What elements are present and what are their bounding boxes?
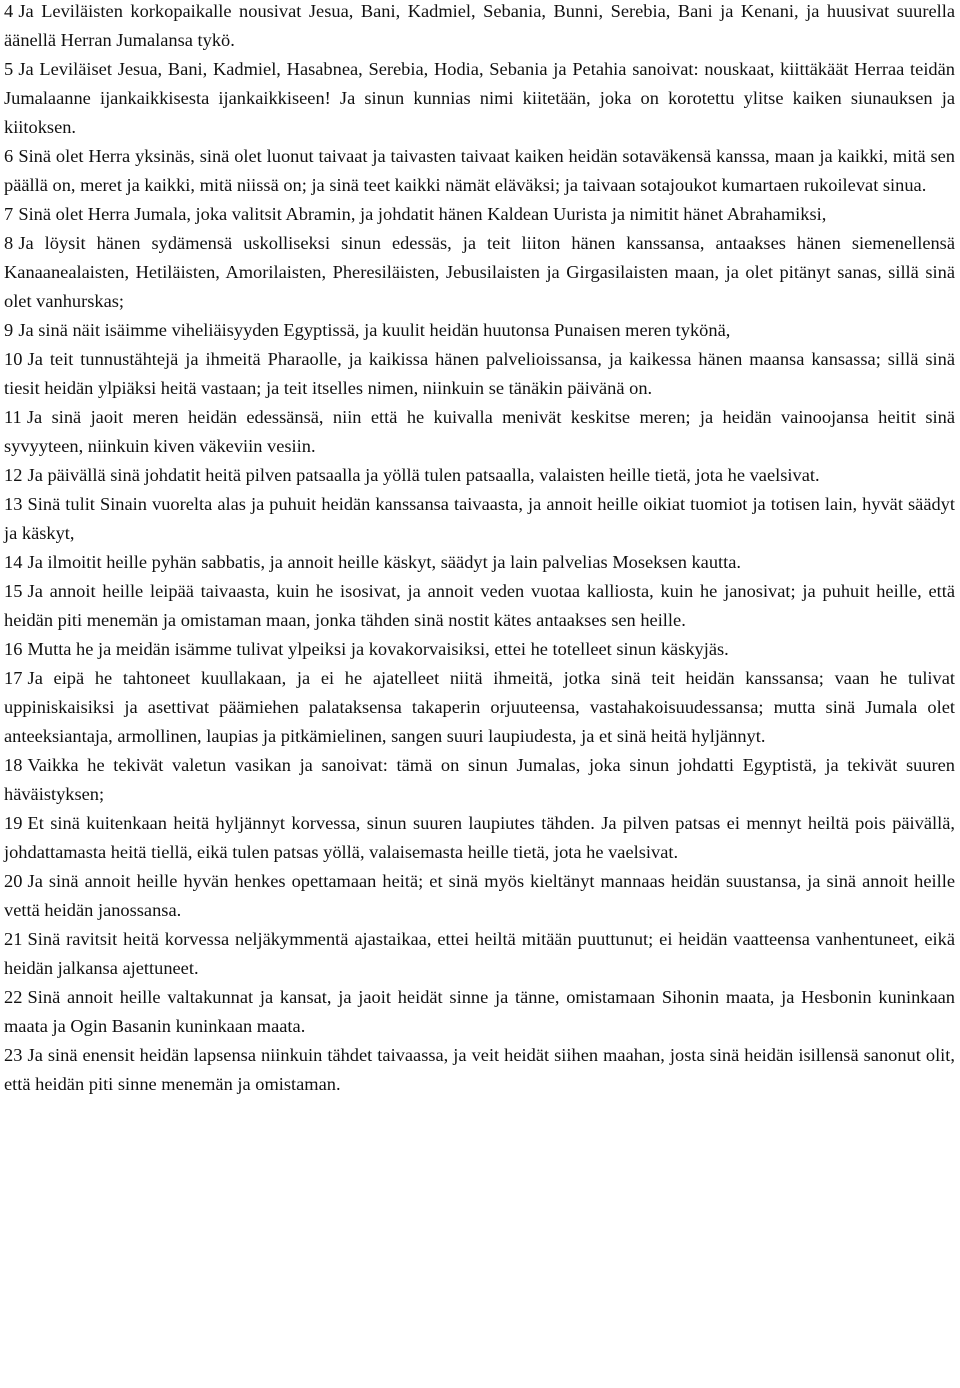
verse-number: 13 (4, 494, 23, 514)
verse-number: 10 (4, 349, 23, 369)
verse-number: 17 (4, 668, 23, 688)
verse-text: Ja Leviläiset Jesua, Bani, Kadmiel, Hasabnea, Serebia, Hodia, Sebania ja Petahia sanoivat: nouskaat, kiittäkäät Herraa teidän Jumalaanne ijankaikkisesta ijankaikkiseen! Ja sinun kunnias nimi kiitetään, joka on korotettu ylitse kaiken siunauksen ja kiitoksen. (4, 59, 955, 137)
verse-number: 23 (4, 1045, 23, 1065)
verse-21 (4, 925, 955, 983)
verse-15 (4, 577, 955, 635)
verse-13 (4, 490, 955, 548)
verse-text: Sinä olet Herra Jumala, joka valitsit Abramin, ja johdatit hänen Kaldean Uurista ja nimitit hänet Abrahamiksi, (18, 204, 827, 224)
verse-6 (4, 142, 955, 200)
verse-number: 9 (4, 320, 14, 340)
verse-text: Sinä tulit Sinain vuorelta alas ja puhuit heidän kanssansa taivaasta, ja annoit heille oikiat tuomiot ja totisen lain, hyvät säädyt ja käskyt, (4, 494, 955, 543)
verse-text: Ja annoit heille leipää taivaasta, kuin he isosivat, ja annoit veden vuotaa kalliosta, kuin he janosivat; ja puhuit heille, että heidän piti menemän ja omistaman maan, jonka tähden sinä nostit kätes antaakses sen heille. (4, 581, 955, 630)
verse-number: 20 (4, 871, 23, 891)
verse-23 (4, 1041, 955, 1099)
verse-text: Ja teit tunnustähtejä ja ihmeitä Pharaolle, ja kaikissa hänen palvelioissansa, ja kaikessa hänen maansa kansassa; sillä sinä tiesit heidän ylpiäksi heitä vastaan; ja teit itselles nimen, niinkuin se tänäkin päivänä on. (4, 349, 955, 398)
verse-number: 22 (4, 987, 23, 1007)
verse-8 (4, 229, 955, 316)
verse-number: 8 (4, 233, 14, 253)
verse-number: 18 (4, 755, 23, 775)
verse-text: Et sinä kuitenkaan heitä hyljännyt korvessa, sinun suuren laupiutes tähden. Ja pilven patsas ei mennyt heiltä pois päivällä, johdattamasta heitä tiellä, eikä tulen patsas yöllä, valaisemasta heille tietä, jota he vaelsivat. (4, 813, 955, 862)
verse-number: 21 (4, 929, 23, 949)
verse-text: Ja ilmoitit heille pyhän sabbatis, ja annoit heille käskyt, säädyt ja lain palvelias Moseksen kautta. (27, 552, 742, 572)
verse-12 (4, 461, 955, 490)
verse-11 (4, 403, 955, 461)
verse-text: Sinä olet Herra yksinäs, sinä olet luonut taivaat ja taivasten taivaat kaiken heidän sotaväkensä kanssa, maan ja kaikki, mitä sen päällä on, meret ja kaikki, mitä niissä on; ja sinä teet kaikki nämät eläväksi; ja taivaan sotajoukot kumartaen rukoilevat sinua. (4, 146, 955, 195)
verse-20 (4, 867, 955, 925)
verse-14 (4, 548, 955, 577)
verse-text: Ja sinä enensit heidän lapsensa niinkuin tähdet taivaassa, ja veit heidät siihen maahan, josta sinä heidän isillensä sanonut olit, että heidän piti sinne menemän ja omistaman. (4, 1045, 955, 1094)
verse-text: Sinä ravitsit heitä korvessa neljäkymmentä ajastaikaa, ettei heiltä mitään puuttunut; ei heidän vaatteensa vanhentuneet, eikä heidän jalkansa ajettuneet. (4, 929, 955, 978)
verse-17 (4, 664, 955, 751)
verse-number: 14 (4, 552, 23, 572)
verse-text: Vaikka he tekivät valetun vasikan ja sanoivat: tämä on sinun Jumalas, joka sinun johdatti Egyptistä, ja tekivät suuren häväistyksen; (4, 755, 955, 804)
verse-text: Ja Leviläisten korkopaikalle nousivat Jesua, Bani, Kadmiel, Sebania, Bunni, Serebia, Bani ja Kenani, ja huusivat suurella äänellä Herran Jumalansa tykö. (4, 1, 955, 50)
verse-16 (4, 635, 955, 664)
verse-text: Ja sinä näit isäimme viheliäisyyden Egyptissä, ja kuulit heidän huutonsa Punaisen meren tykönä, (18, 320, 731, 340)
verse-text: Ja eipä he tahtoneet kuullakaan, ja ei he ajatelleet niitä ihmeitä, jotka sinä teit heidän kanssansa; vaan he tulivat uppiniskaisiksi ja asettivat päämiehen palataksensa takaperin orjuuteensa, vastahakoisuudessansa; mutta sinä Jumala olet anteeksiantaja, armollinen, laupias ja pitkämielinen, sangen suuri laupiudesta, ja et sinä heitä hyljännyt. (4, 668, 955, 746)
verse-text: Ja sinä jaoit meren heidän edessänsä, niin että he kuivalla menivät keskitse meren; ja heidän vainoojansa heitit sinä syvyyteen, niinkuin kiven väkeviin vesiin. (4, 407, 955, 456)
verse-19 (4, 809, 955, 867)
verse-number: 11 (4, 407, 22, 427)
verse-number: 6 (4, 146, 14, 166)
verse-7 (4, 200, 955, 229)
verse-5 (4, 55, 955, 142)
verse-text: Ja sinä annoit heille hyvän henkes opettamaan heitä; et sinä myös kieltänyt mannaas heidän suustansa, ja sinä annoit heille vettä heidän janossansa. (4, 871, 955, 920)
verse-18 (4, 751, 955, 809)
verse-number: 15 (4, 581, 23, 601)
verse-text: Mutta he ja meidän isämme tulivat ylpeiksi ja kovakorvaisiksi, ettei he totelleet sinun käskyjäs. (27, 639, 729, 659)
verse-9 (4, 316, 955, 345)
verse-10 (4, 345, 955, 403)
verse-text: Ja päivällä sinä johdatit heitä pilven patsaalla ja yöllä tulen patsaalla, valaisten heille tietä, jota he vaelsivat. (27, 465, 820, 485)
verse-number: 12 (4, 465, 23, 485)
verse-22 (4, 983, 955, 1041)
verse-text: Sinä annoit heille valtakunnat ja kansat, ja jaoit heidät sinne ja tänne, omistamaan Sihonin maata, ja Hesbonin kuninkaan maata ja Ogin Basanin kuninkaan maata. (4, 987, 955, 1036)
verse-number: 7 (4, 204, 14, 224)
verse-number: 5 (4, 59, 14, 79)
verse-number: 16 (4, 639, 23, 659)
verse-number: 4 (4, 1, 14, 21)
verse-text: Ja löysit hänen sydämensä uskolliseksi sinun edessäs, ja teit liiton hänen kanssansa, antaakses hänen siemenellensä Kanaanealaisten, Hetiläisten, Amorilaisten, Pheresiläisten, Jebusilaisten ja Girgasilaisten maan, ja olet pitänyt sanas, sillä sinä olet vanhurskas; (4, 233, 955, 311)
verse-number: 19 (4, 813, 23, 833)
verse-4 (4, 0, 955, 55)
